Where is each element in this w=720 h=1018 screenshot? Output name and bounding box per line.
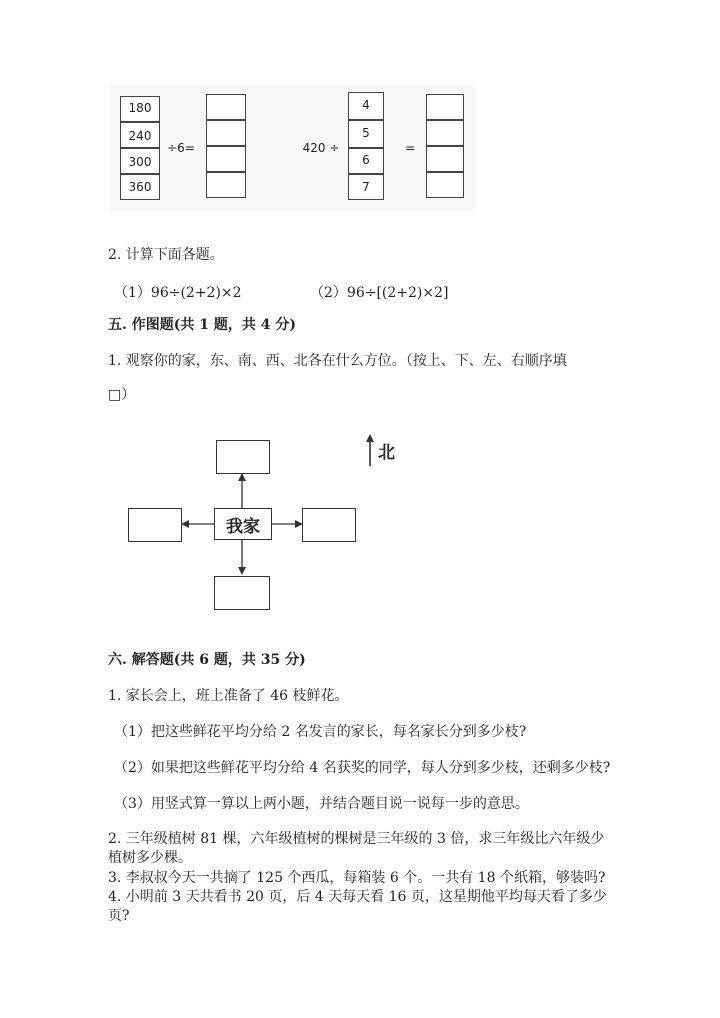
answer-cell[interactable] (426, 172, 464, 198)
division-figure (110, 86, 476, 210)
question-2-part-2: （2）96÷[(2+2)×2] (310, 285, 449, 301)
question-2-part-1: （1）96÷(2+2)×2 (114, 285, 242, 301)
home-box: 我家 (214, 508, 272, 540)
left-number: 300 (128, 155, 152, 169)
answer-cell[interactable] (206, 120, 246, 146)
section-6-question-4: 4. 小明前 3 天共看书 20 页，后 4 天每天看 16 页，这星期他平均每天看了多少 (108, 889, 607, 905)
question-1-part-2: （2）如果把这些鲜花平均分给 4 名获奖的同学，每人分到多少枝，还剩多少枝? (114, 760, 611, 776)
left-operator: ÷6= (167, 141, 195, 155)
south-answer-box[interactable] (214, 576, 270, 610)
right-equals: = (404, 141, 416, 155)
left-number: 180 (128, 101, 152, 115)
question-2-title: 2. 计算下面各题。 (108, 247, 224, 263)
question-1-part-3: （3）用竖式算一算以上两小题，并结合题目说一说每一步的意思。 (114, 796, 529, 812)
right-dividend: 420 ÷ (302, 141, 340, 155)
divisor-number: 6 (362, 153, 370, 167)
section-6-question-4-cont: 页? (108, 908, 130, 924)
section-6-question-3: 3. 李叔叔今天一共摘了 125 个西瓜，每箱装 6 个。一共有 18 个纸箱，够装吗? (108, 870, 606, 886)
direction-figure (120, 430, 420, 620)
west-answer-box[interactable] (128, 508, 182, 542)
section-5-heading: 五. 作图题(共 1 题，共 4 分) (108, 317, 296, 333)
section-6-question-2-cont: 植树多少棵。 (108, 850, 192, 866)
section-6-question-1: 1. 家长会上，班上准备了 46 枝鲜花。 (108, 688, 349, 704)
answer-cell[interactable] (206, 172, 246, 198)
answer-cell[interactable] (426, 94, 464, 120)
left-number: 240 (128, 129, 152, 143)
answer-cell[interactable] (426, 120, 464, 146)
east-answer-box[interactable] (302, 508, 356, 542)
divisor-number: 4 (362, 98, 370, 112)
question-1-part-1: （1）把这些鲜花平均分给 2 名发言的家长，每名家长分到多少枝? (114, 724, 527, 740)
divisor-number: 5 (362, 126, 370, 140)
left-number: 360 (128, 180, 152, 194)
north-label: 北 (378, 443, 395, 463)
section-5-question-1: 1. 观察你的家，东、南、西、北各在什么方位。（按上、下、左、右顺序填 (108, 353, 567, 369)
section-6-heading: 六. 解答题(共 6 题，共 35 分) (108, 652, 306, 668)
answer-cell[interactable] (426, 146, 464, 172)
section-5-question-1-cont: □） (108, 387, 136, 403)
answer-cell[interactable] (206, 146, 246, 172)
answer-cell[interactable] (206, 94, 246, 120)
section-6-question-2: 2. 三年级植树 81 棵，六年级植树的棵树是三年级的 3 倍，求三年级比六年级少 (108, 831, 605, 847)
north-answer-box[interactable] (216, 440, 270, 474)
divisor-number: 7 (362, 180, 370, 194)
